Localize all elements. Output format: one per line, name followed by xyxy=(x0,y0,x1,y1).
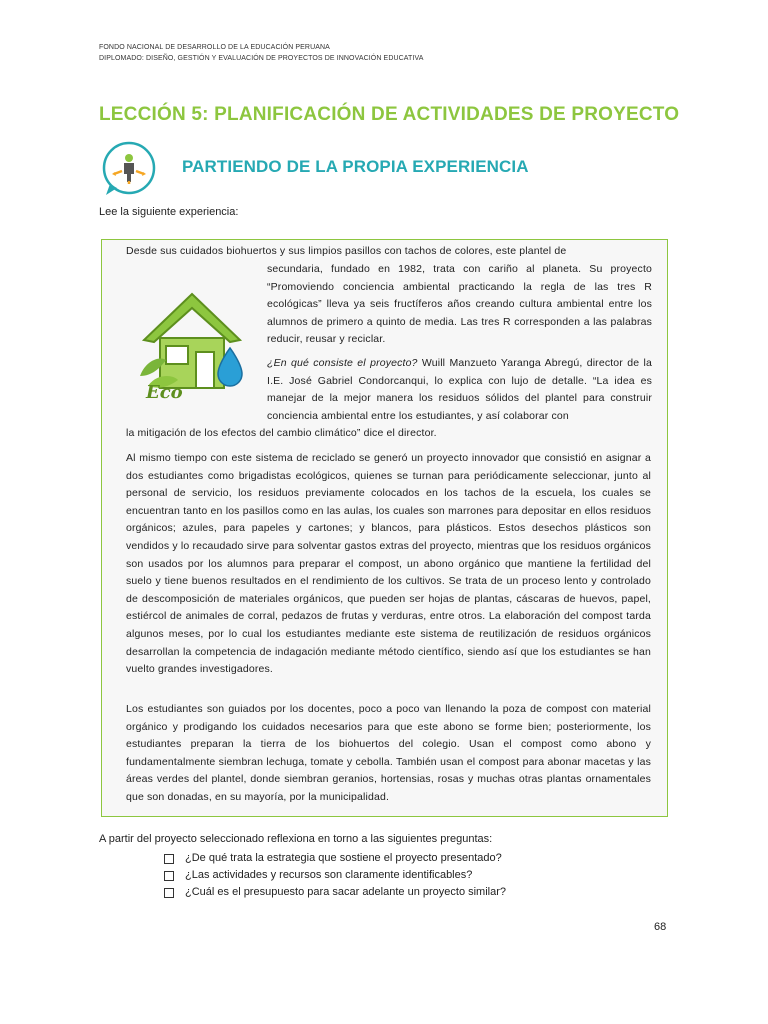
checkbox-icon xyxy=(164,888,174,898)
paragraph-2a xyxy=(267,355,652,425)
page-number: 68 xyxy=(654,921,667,933)
paragraph-2b: la mitigación de los efectos del cambio climático” dice el director. xyxy=(126,427,437,439)
header-diploma: DIPLOMADO: DISEÑO, GESTIÓN Y EVALUACIÓN DE PROYECTOS DE INNOVACIÓN EDUCATIVA xyxy=(99,55,424,62)
questions-heading: A partir del proyecto seleccionado reflexiona en torno a las siguientes preguntas: xyxy=(99,833,493,845)
lesson-title: LECCIÓN 5: PLANIFICACIÓN DE ACTIVIDADES DE PROYECTO xyxy=(99,104,680,125)
question-item xyxy=(164,850,506,867)
paragraph-1a: Desde sus cuidados biohuertos y sus limpios pasillos con tachos de colores, este plantel de xyxy=(126,245,567,257)
paragraph-4: Los estudiantes son guiados por los docentes, poco a poco van llenando la poza de compost con material orgánico y prodigando los cuidados necesarios para que este abono se forme bien; posteriormente, los estudiantes preparan la tierra de los biohuertos del colegio. Usan el compost como abono y fundamentalmente siembran lechuga, tomate y cebolla. También usan el compost para abonar macetas y las áreas verdes del plantel, donde siembran geranios, hortensias, rosas y muchas otras plantas ornamentales que son donadas, en su mayoría, por la municipalidad. xyxy=(126,703,651,803)
checkbox-icon xyxy=(164,854,174,864)
eco-label: Eco xyxy=(146,382,183,403)
checkbox-icon xyxy=(164,871,174,881)
experience-icon xyxy=(100,140,158,198)
question-text: ¿Las actividades y recursos son claramente identificables? xyxy=(185,869,473,881)
intro-text: Lee la siguiente experiencia: xyxy=(99,206,239,218)
question-item xyxy=(164,867,506,884)
section-title: PARTIENDO DE LA PROPIA EXPERIENCIA xyxy=(182,157,529,176)
header-institution: FONDO NACIONAL DE DESARROLLO DE LA EDUCACIÓN PERUANA xyxy=(99,44,330,51)
project-question: ¿En qué consiste el proyecto? xyxy=(267,357,418,369)
question-text: ¿Cuál es el presupuesto para sacar adelante un proyecto similar? xyxy=(185,886,507,898)
eco-house-icon xyxy=(126,286,258,410)
paragraph-2a-text: Wuill Manzueto Yaranga Abregú, director de la I.E. José Gabriel Condorcanqui, lo explica con lujo de detalle. “La idea es manejar de la mejor manera los residuos sólidos del plantel para construir conciencia ambiental entre los estudiantes, y así colaborar con xyxy=(267,357,652,422)
question-item xyxy=(164,884,506,901)
paragraph-3: Al mismo tiempo con este sistema de reciclado se generó un proyecto innovador que consistió en asignar a dos estudiantes como brigadistas ecológicos, quienes se turnan para periódicamente seleccionar, junto al personal de servicio, los residuos previamente colocados en los tachos de la escuela, los cuales se encuentran tanto en los pasillos como en las aulas, los cuales son marrones para depositar en ellos residuos orgánicos; azules, para papeles y cartones; y blancos, para plásticos. Estos desechos plásticos son vendidos y lo recaudado sirve para solventar gastos extras del proyecto, mientras que los residuos orgánicos son usados por los alumnos para preparar el compost, un abono orgánico que mantiene la fertilidad del suelo y tiene buenos resultados en el rendimiento de los cultivos. Se trata de un proceso lento y controlado de descomposición de materiales orgánicos, que pueden ser hojas de plantas, cáscaras de huevos, papel, estiércol de animales de corral, pedazos de frutas y verduras, entre otros. La elaboración del compost tarda algunos meses, por lo cual los estudiantes mediante este sistema de reutilización de residuos orgánicos desarrollan la competencia de indagación mediante método científico, siendo así que los estudiantes se han vuelto grandes investigadores. xyxy=(126,452,651,676)
questions-list xyxy=(164,850,506,901)
paragraph-1b: secundaria, fundado en 1982, trata con cariño al planeta. Su proyecto “Promoviendo conciencia ambiental practicando la regla de las tres R ecológicas” lleva ya seis fructíferos años creando cultura ambiental entre los alumnos de primero a quinto de media. Las tres R corresponden a las palabras reducir, reusar y reciclar. xyxy=(267,263,652,346)
question-text: ¿De qué trata la estrategia que sostiene el proyecto presentado? xyxy=(185,852,502,864)
